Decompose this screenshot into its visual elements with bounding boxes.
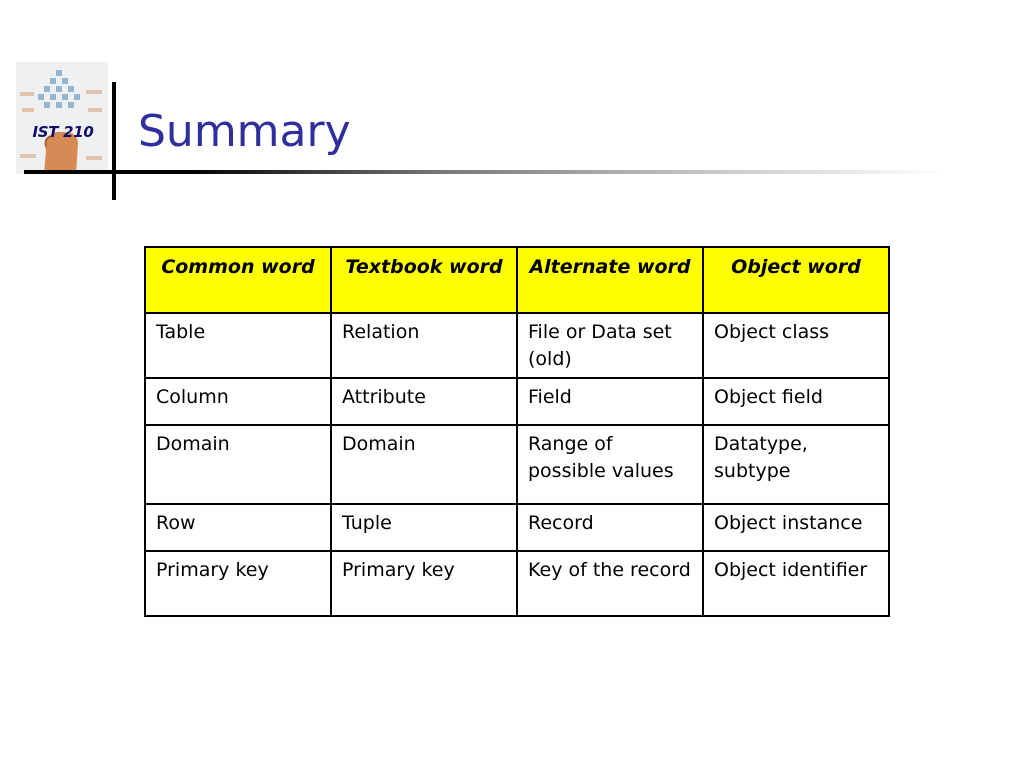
table-row [145,551,889,616]
header-textbook-word: Textbook word [331,247,517,313]
table-cell: File or Data set (old) [517,313,703,378]
table-row [145,504,889,551]
table-cell: Datatype, subtype [703,425,889,504]
table-cell: Row [145,504,331,551]
vertical-divider [112,82,116,200]
course-logo [16,62,108,174]
table-header-row [145,247,889,313]
table-cell: Relation [331,313,517,378]
header-common-word: Common word [145,247,331,313]
table-cell: Object identifier [703,551,889,616]
table-cell: Attribute [331,378,517,425]
table-row [145,425,889,504]
table-cell: Primary key [145,551,331,616]
table-cell: Column [145,378,331,425]
table-cell: Primary key [331,551,517,616]
table-cell: Record [517,504,703,551]
table-cell: Domain [145,425,331,504]
table-cell: Table [145,313,331,378]
table-cell: Tuple [331,504,517,551]
table-cell: Domain [331,425,517,504]
page-title: Summary [138,106,351,157]
table-cell: Field [517,378,703,425]
table-row [145,313,889,378]
table-cell: Object class [703,313,889,378]
table-cell: Key of the record [517,551,703,616]
table-cell: Object instance [703,504,889,551]
table-cell: Range of possible values [517,425,703,504]
header-object-word: Object word [703,247,889,313]
table-cell: Object field [703,378,889,425]
header-alternate-word: Alternate word [517,247,703,313]
summary-table [144,246,890,617]
table-row [145,378,889,425]
logo-graphic-icon [16,62,108,174]
horizontal-divider [24,170,944,174]
logo-text: IST 210 [32,123,94,141]
